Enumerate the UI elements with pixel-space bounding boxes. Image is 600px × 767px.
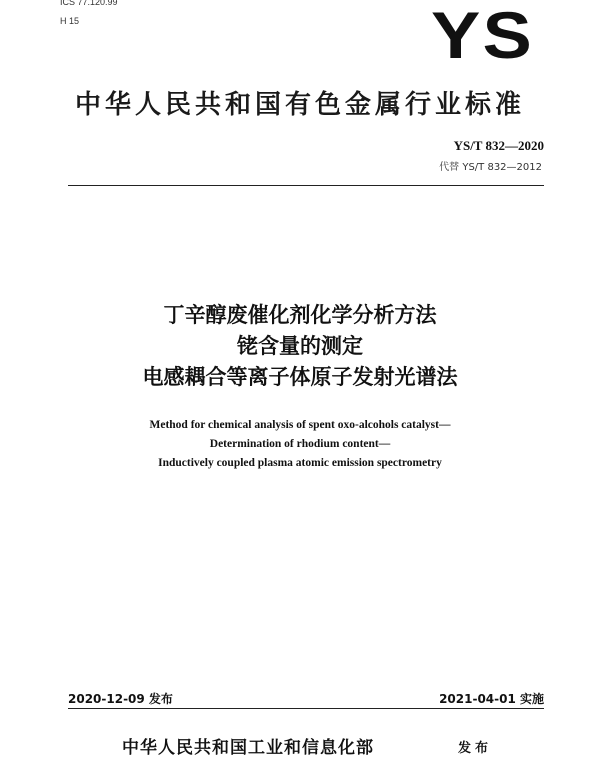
english-title xyxy=(0,416,600,473)
chinese-title-line: 丁辛醇废催化剂化学分析方法 xyxy=(163,303,437,327)
ys-logo: YS xyxy=(430,0,534,72)
ics-code: ICS 77.120.99 xyxy=(60,0,118,7)
implement-date: 2021-04-01 实施 xyxy=(439,692,544,706)
top-divider xyxy=(68,185,544,186)
english-title-line: Determination of rhodium content— xyxy=(209,438,391,450)
chinese-title-line: 电感耦合等离子体原子发射光谱法 xyxy=(142,365,458,389)
english-title-line: Method for chemical analysis of spent oxo-alcohols catalyst— xyxy=(149,419,451,431)
ccs-code: H 15 xyxy=(60,16,80,26)
issue-label: 发布 xyxy=(458,741,493,756)
bottom-divider xyxy=(68,708,544,709)
standard-category: 中华人民共和国有色金属行业标准 xyxy=(74,90,525,120)
publish-date: 2020-12-09 发布 xyxy=(68,692,173,706)
chinese-title xyxy=(0,300,600,393)
english-title-line: Inductively coupled plasma atomic emission spectrometry xyxy=(158,457,442,469)
chinese-title-line: 铑含量的测定 xyxy=(237,334,363,358)
standard-number: YS/T 832—2020 xyxy=(453,138,544,153)
issuing-authority: 中华人民共和国工业和信息化部 xyxy=(122,738,374,758)
replaces-standard: 代替 YS/T 832—2012 xyxy=(439,162,542,173)
